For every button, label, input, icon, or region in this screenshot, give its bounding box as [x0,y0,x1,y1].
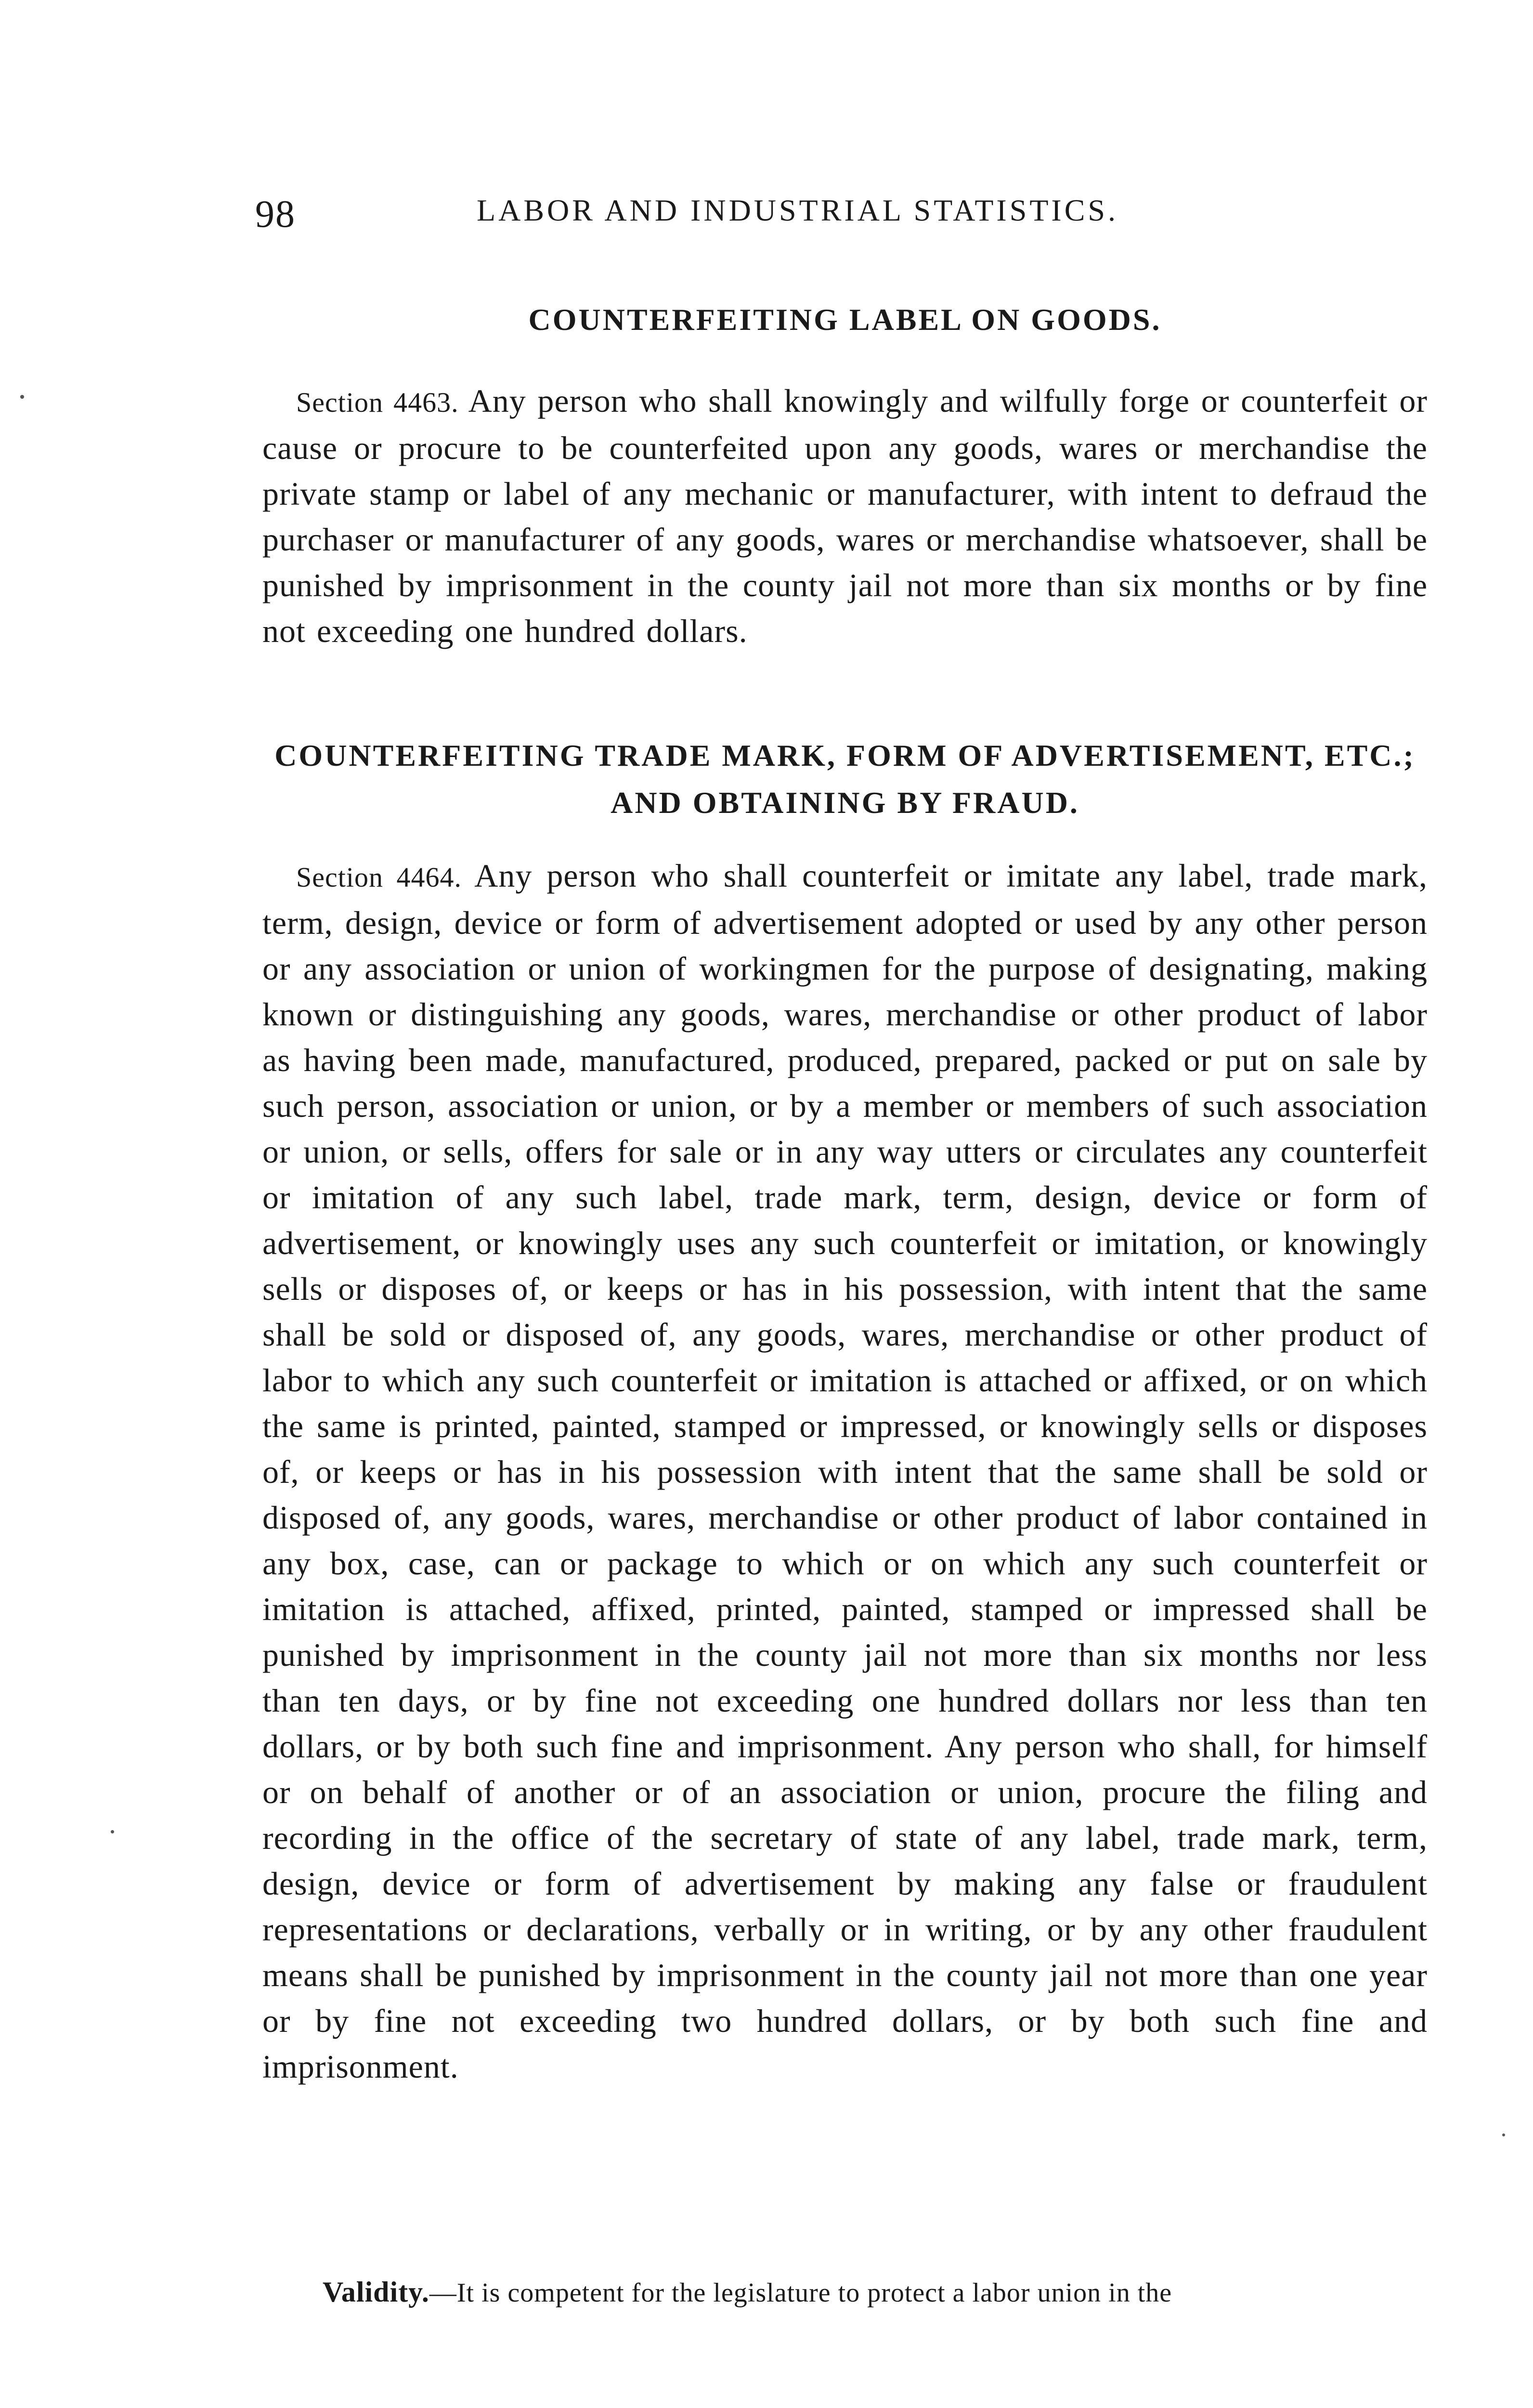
section-4464 [262,732,1428,2090]
section-body [262,853,1428,2090]
running-title: LABOR AND INDUSTRIAL STATISTICS. [477,193,1118,227]
section-heading: COUNTERFEITING TRADE MARK, FORM OF ADVERTISEMENT, ETC.; AND OBTAINING BY FRAUD. [274,738,1416,820]
validity-note [323,2276,1449,2309]
note-text: —It is competent for the legislature to protect a labor union in the [429,2278,1172,2308]
section-body [262,378,1428,654]
page-number: 98 [255,193,296,236]
section-label: Section 4463. [296,387,459,418]
note-label: Validity. [323,2276,429,2308]
running-head [255,193,1218,246]
section-text: Any person who shall knowingly and wilfully forge or counterfeit or cause or procure to be counterfeited upon any goods, wares or merchandise the private stamp or label of any mechanic or manufacturer, with intent to defraud the purchaser or manufacturer of any goods, wares or merchandise whatsoever, shall be punished by imprisonment in the county jail not more than six months or by fine not exceeding one hundred dollars. [262,382,1428,649]
scan-speck [20,395,24,399]
section-4463 [262,296,1428,654]
scan-speck [111,1830,114,1833]
section-label: Section 4464. [296,862,462,893]
section-heading: COUNTERFEITING LABEL ON GOODS. [528,302,1162,337]
scan-speck [1502,2133,1505,2136]
section-text: Any person who shall counterfeit or imitate any label, trade mark, term, design, device or form of advertisement adopted or used by any other person or any association or union of workingmen for the purpose of designating, making known or distinguishing any goods, wares, merchandise or other product of labor as having been made, manufactured, produced, prepared, packed or put on sale by such person, association or union, or by a member or members of such association or union, or sells, offers for sale or in any way utters or circulates any counterfeit or imitation of any such label, trade mark, term, design, device or form of advertisement, or knowingly uses any such counterfeit or imitation, or knowingly sells or disposes of, or keeps or has in his possession, with intent that the same shall be sold or disposed of, any goods, wares, merchandise or other product of labor to which any such counterfeit or imitation is attached or affixed, or on which the same is printed, painted, stamped or impressed, or knowingly sells or disposes of, or keeps or has in his possession with intent that the same shall be sold or disposed of, any goods, wares, merchandise or other product of labor contained in any box, case, can or package to which or on which any such counterfeit or imitation is attached, affixed, printed, painted, stamped or impressed shall be punished by imprisonment in the county jail not more than six months nor less than ten days, or by fine not exceeding one hundred dollars nor less than ten dollars, or by both such fine and imprisonment. Any person who shall, for himself or on behalf of another or of an association or union, procure the filing and recording in the office of the secretary of state of any label, trade mark, term, design, device or form of advertisement by making any false or fraudulent representations or declarations, verbally or in writing, or by any other fraudulent means shall be punished by imprisonment in the county jail not more than one year or by fine not exceeding two hundred dollars, or by both such fine and imprisonment. [262,857,1428,2085]
